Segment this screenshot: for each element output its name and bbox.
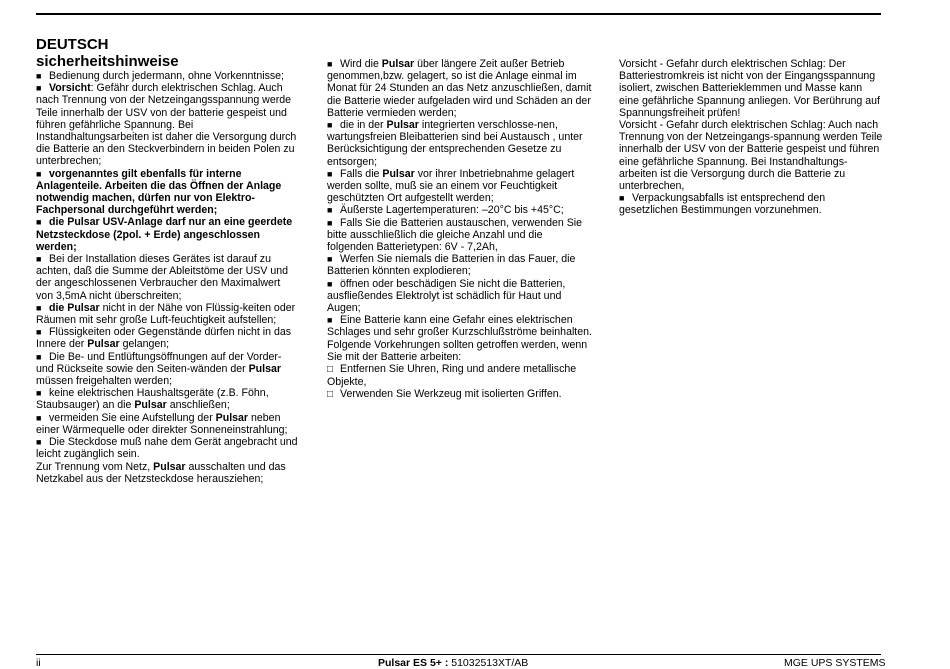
bullet-icon: ■ (36, 351, 42, 362)
bullet-icon: ■ (327, 217, 333, 228)
paragraph: ■ die in der Pulsar integrierten verschlosse-nen, wartungsfreien Bleibatterien sind bei Austausch , unter Berücksichtigung der entsprechenden Gesetze zu entsorgen; (327, 119, 583, 168)
bullet-icon: ■ (327, 168, 333, 179)
bullet-icon: ■ (36, 388, 42, 399)
bullet-icon: ■ (619, 193, 625, 204)
paragraph: Vorsicht - Gefahr durch elektrischen Schlag: Der Batteriestromkreis ist nicht von der Eingangsspannung isoliert, zwischen Batterieklemmen und Masse kann eine gefährliche Spannung anliegen. Vor Berührung auf Spannungsfreiheit prüfen! (619, 58, 880, 119)
paragraph: Vorsicht - Gefahr durch elektrischen Schlag: Auch nach Trennung von der Netzeingangs-spannung werden Teile innerhalb der USV von der Batterie gespeist und führen eine gefährliche Spannung. Bei Instandhaltungs-arbeiten ist die Versorgung durch die Batterie zu unterbrechen, (619, 119, 883, 193)
bullet-icon: ■ (327, 315, 333, 326)
paragraph: ■ Flüssigkeiten oder Gegenstände dürfen nicht in das Innere der Pulsar gelangen; (36, 326, 292, 351)
paragraph: ■ Eine Batterie kann eine Gefahr eines elektrischen Schlages und sehr großer Kurzschlußströme beinhalten. Folgende Vorkehrungen sollten getroffen werden, wenn Sie mit der Batterie arbeiten: (327, 314, 592, 363)
paragraph: ■ Bedienung durch jedermann, ohne Vorkenntnisse; (36, 70, 284, 82)
paragraph: ■ Werfen Sie niemals die Batterien in das Fauer, die Batterien könnten explodieren; (327, 253, 576, 278)
bullet-icon: ■ (36, 302, 42, 313)
section-title: sicherheitshinweise (36, 53, 179, 70)
bullet-icon: ■ (36, 254, 42, 265)
paragraph: ■ Wird die Pulsar über längere Zeit außer Betrieb genommen,bzw. gelagert, so ist die Anlage einmal im Monat für 24 Stunden an das Netz anzuschließen, damit die Batterie wieder aufgeladen wird und Schäden an der Batterie vermieden werden; (327, 58, 592, 119)
top-rule (36, 13, 881, 15)
bullet-icon: ■ (327, 59, 333, 69)
paragraph: ■ vorgenanntes gilt ebenfalls für interne Anlagenteile. Arbeiten die das Öffnen der Anlage notwendig machen, dürfen nur von Elektro-Fachpersonal durchgeführt werden; (36, 167, 282, 217)
language-heading: DEUTSCH (36, 36, 109, 53)
open-bullet-icon: □ (327, 389, 334, 401)
page-number: ii (36, 657, 41, 669)
open-bullet-icon: □ (327, 364, 334, 376)
bullet-icon: ■ (327, 205, 333, 216)
paragraph: ■ Die Steckdose muß nahe dem Gerät angebracht und leicht zugänglich sein. (36, 436, 298, 461)
bullet-icon: ■ (327, 278, 333, 289)
bullet-icon: ■ (36, 412, 42, 423)
paragraph: Zur Trennung vom Netz, Pulsar ausschalten und das Netzkabel aus der Netzsteckdose herausziehen; (36, 460, 286, 485)
paragraph: ■ Falls Sie die Batterien austauschen, verwenden Sie bitte ausschließlich die gleiche Anzahl und die folgenden Batterietypen: 6V - 7,2Ah, (327, 216, 583, 254)
paragraph: ■ Verpackungsabfalls ist entsprechend den gesetzlichen Bestimmungen vorzunehmen. (619, 192, 826, 217)
paragraph: ■ Bei der Installation dieses Gerätes ist darauf zu achten, daß die Summe der Ableitstöme der USV und der angeschlossenen Verbraucher den Maximalwert von 3,5mA nicht überschreiten; (36, 253, 289, 302)
bullet-icon: ■ (36, 83, 42, 94)
bullet-icon: ■ (327, 254, 333, 265)
paragraph: ■ vermeiden Sie eine Aufstellung der Pulsar neben einer Wärmequelle oder direkter Sonneneinstrahlung; (36, 411, 288, 436)
paragraph: ■ die Pulsar USV-Anlage darf nur an eine geerdete Netzsteckdose (2pol. + Erde) angeschlossen werden; (36, 216, 293, 253)
paragraph: ■ öffnen oder beschädigen Sie nicht die Batterien, ausfließendes Elektrolyt ist schädlich für Haut und Augen; (327, 277, 566, 315)
paragraph: □ Verwenden Sie Werkzeug mit isolierten Griffen. (327, 388, 562, 401)
bottom-rule (36, 654, 881, 655)
bullet-icon: ■ (36, 168, 42, 179)
column-2 (327, 58, 592, 402)
paragraph: □ Entfernen Sie Uhren, Ring und andere metallische Objekte, (327, 363, 577, 389)
paragraph: ■ keine elektrischen Haushaltsgeräte (z.B. Föhn, Staubsauger) an die Pulsar anschließen; (36, 387, 269, 412)
product-reference: Pulsar ES 5+ : 51032513XT/AB (378, 657, 529, 669)
paragraph: ■ Die Be- und Entlüftungsöffnungen auf der Vorder- und Rückseite sowie den Seiten-wänden der Pulsar müssen freigehalten werden; (36, 350, 282, 388)
paragraph: ■ Falls die Pulsar vor ihrer Inbetriebnahme gelagert werden sollte, muß sie an einem vor Feuchtigkeit geschützten Ort aufgestellt werden; (327, 167, 575, 205)
column-3 (619, 58, 884, 217)
bullet-icon: ■ (327, 120, 333, 131)
company-name: MGE UPS SYSTEMS (784, 657, 886, 669)
bullet-icon: ■ (36, 217, 42, 228)
column-1 (36, 36, 298, 485)
paragraph: ■ Äußerste Lagertemperaturen: –20°C bis +45°C; (327, 204, 564, 217)
bullet-icon: ■ (36, 437, 42, 448)
paragraph: ■ Vorsicht: Gefähr durch elektrischen Schlag. Auch nach Trennung von der Netzeingangsspannung werde Teile innerhalb der USV von der batterie gespeist und führen gefährliche Spannung. Bei Instandhaltungsarbeiten ist daher die Versorgung durch die Batterie an den Steckverbindern in beiden Polen zu unterbrechen; (36, 82, 297, 168)
bullet-icon: ■ (36, 71, 42, 81)
bullet-icon: ■ (36, 327, 42, 338)
paragraph: ■ die Pulsar nicht in der Nähe von Flüssig-keiten oder Räumen mit sehr große Luft-feuchtigkeit aufstellen; (36, 301, 296, 327)
